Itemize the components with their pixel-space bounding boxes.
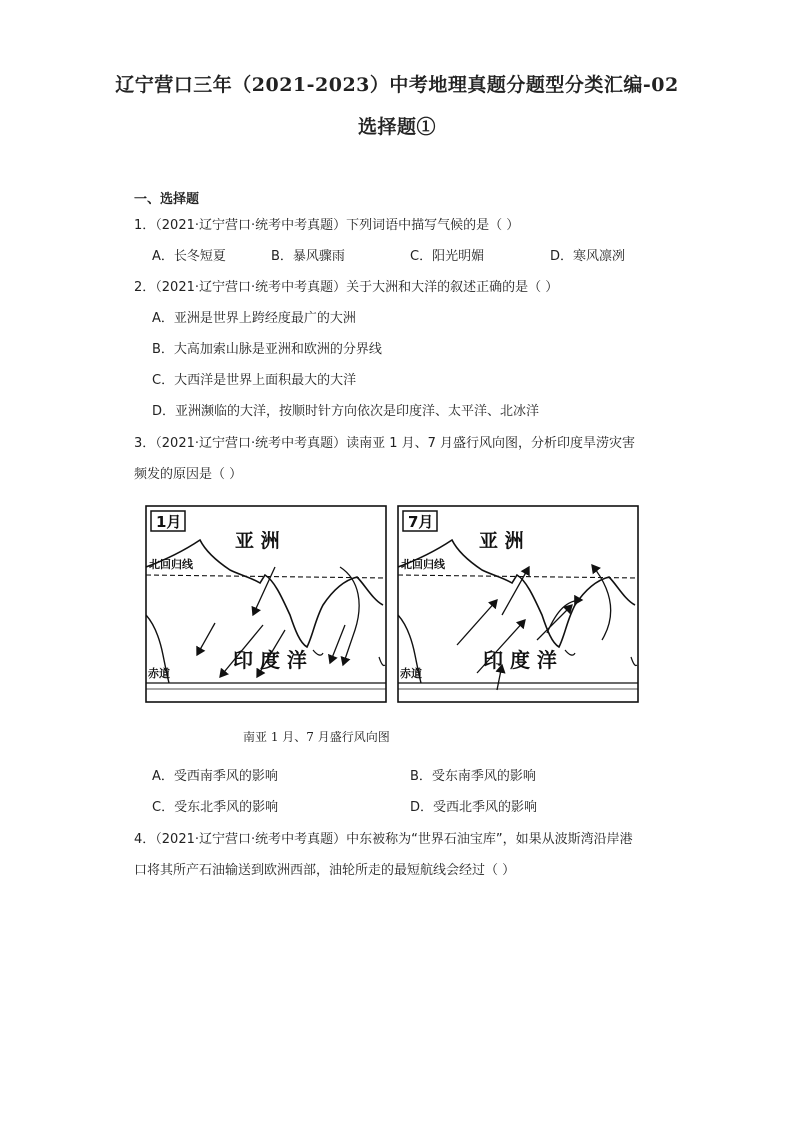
january-label: 1月 [156,513,182,531]
question-3-stem-line1: 3．（2021·辽宁营口·统考中考真题）读南亚 1 月、7 月盛行风向图，分析印度旱涝灾害 [134,436,636,451]
section-heading: 一、选择题 [134,192,200,207]
equator-label-jul: 赤道 [400,667,422,680]
question-1-stem: 1．（2021·辽宁营口·统考中考真题）下列词语中描写气候的是（ ） [134,218,520,233]
july-wind-map [397,505,639,705]
tropic-label-jul: 北回归线 [401,558,445,571]
question-1-option-d: D．寒风凛冽 [550,249,626,264]
question-1-option-a: A．长冬短夏 [152,249,226,264]
question-3-option-d: D．受西北季风的影响 [410,800,538,815]
document-title-line2: 选择题① [357,116,436,138]
question-2-option-d: D．亚洲濒临的大洋，按顺时针方向依次是印度洋、太平洋、北冰洋 [152,404,540,419]
question-2-option-b: B．大高加索山脉是亚洲和欧洲的分界线 [152,342,382,357]
question-3-stem-line2: 频发的原因是（ ） [134,467,243,482]
equator-label-jan: 赤道 [148,667,170,680]
question-4-stem-line1: 4．（2021·辽宁营口·统考中考真题）中东被称为“世界石油宝库”，如果从波斯湾沿岸港 [134,832,633,847]
tropic-label-jan: 北回归线 [149,558,193,571]
question-4-stem-line2: 口将其所产石油输送到欧洲西部，油轮所走的最短航线会经过（ ） [134,863,516,878]
document-title-line1: 辽宁营口三年（2021-2023）中考地理真题分题型分类汇编-02 [115,74,679,96]
ocean-label-jan: 印 度 洋 [233,648,307,672]
question-1-option-c: C．阳光明媚 [410,249,485,264]
asia-label-jan: 亚 洲 [235,530,280,552]
question-3-option-a: A．受西南季风的影响 [152,769,278,784]
question-2-stem: 2．（2021·辽宁营口·统考中考真题）关于大洲和大洋的叙述正确的是（ ） [134,280,559,295]
map-caption: 南亚 1 月、7 月盛行风向图 [243,730,390,744]
july-label: 7月 [408,513,434,531]
asia-label-jul: 亚 洲 [479,530,524,552]
question-1-option-b: B．暴风骤雨 [271,249,345,264]
question-3-option-c: C．受东北季风的影响 [152,800,279,815]
ocean-label-jul: 印 度 洋 [483,648,557,672]
question-3-option-b: B．受东南季风的影响 [410,769,536,784]
january-wind-map [145,505,387,705]
question-2-option-a: A．亚洲是世界上跨经度最广的大洲 [152,311,356,326]
question-2-option-c: C．大西洋是世界上面积最大的大洋 [152,373,357,388]
